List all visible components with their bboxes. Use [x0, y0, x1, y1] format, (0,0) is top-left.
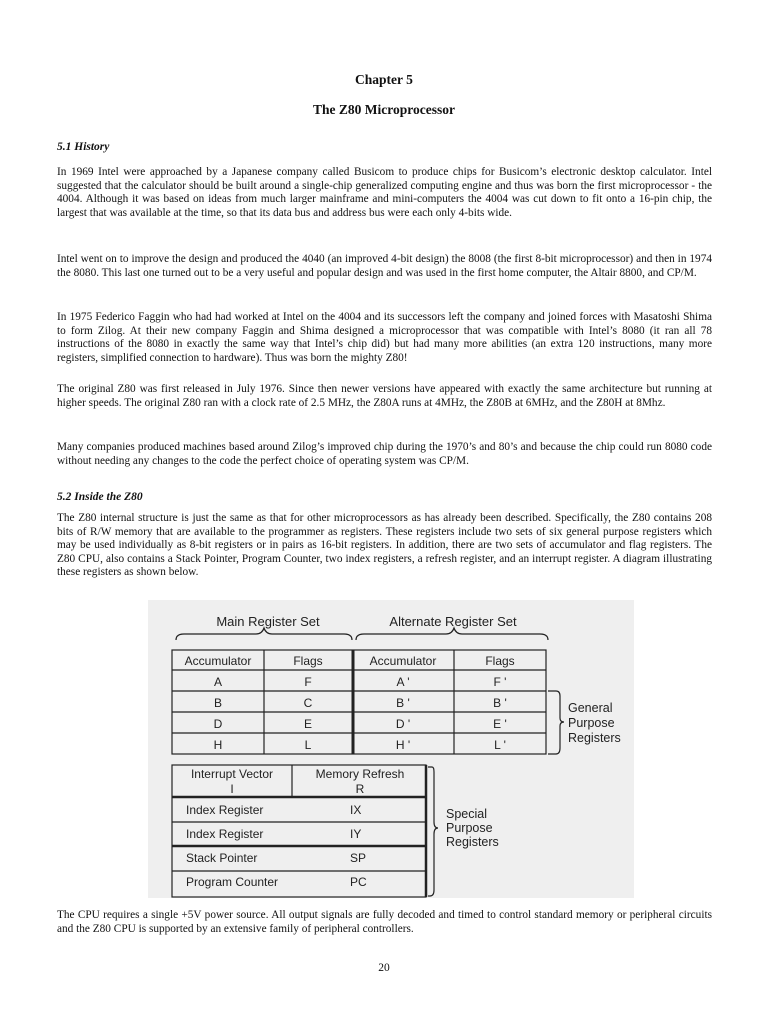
register-cell: H — [213, 738, 223, 752]
register-cell: H ' — [395, 738, 411, 752]
register-cell: B ' — [396, 696, 410, 710]
header-cell: Accumulator — [369, 654, 437, 668]
memory-refresh-register: R — [355, 782, 365, 796]
register-cell: D — [213, 717, 223, 731]
chapter-title: The Z80 Microprocessor — [313, 102, 455, 117]
register-cell: F ' — [493, 675, 507, 689]
special-register-name: Stack Pointer — [186, 851, 258, 865]
register-cell: E ' — [493, 717, 507, 731]
paragraph: The Z80 internal structure is just the same as that for other microprocessors as has already been described. Specifically, the Z80 contains 208 bits of R/W memory that are available to the programmer as registers. These registers include two sets of six general purpose registers which may be used individually as 8-bit registers or in pairs as 16-bit registers. In addition, there are two sets of accumulator and flag registers. The Z80 CPU, also contains a Stack Pointer, Program Counter, two index registers, a refresh register, and an interrupt register. A diagram illustrating these registers as shown below. — [57, 512, 712, 579]
paragraph: Many companies produced machines based around Zilog’s improved chip during the 1970’s and 80’s and because the chip could run 8080 code without needing any changes to the code the perfect choice of operating system was CP/M. — [57, 441, 712, 467]
register-cell: D ' — [395, 717, 411, 731]
register-cell: L — [304, 738, 312, 752]
general-purpose-bracket — [548, 691, 564, 754]
special-register-name: Index Register — [186, 803, 264, 817]
register-cell: C — [303, 696, 313, 710]
header-cell: Flags — [485, 654, 515, 668]
general-purpose-label: General — [568, 701, 613, 715]
register-diagram-svg — [148, 600, 634, 898]
special-register-code: SP — [350, 851, 367, 865]
paragraph: In 1969 Intel were approached by a Japanese company called Busicom to produce chips for Busicom’s electronic desktop calculator. Intel suggested that the calculator should be built around a single-chip generalized computing engine and thus was born the first microprocessor - the 4004. Although it was based on ideas from much larger mainframe and mini-computers the 4004 was cut down to fit onto a 16-pin chip, the largest that was available at the time, so that its data bus and address bus were each only 4-bits wide. — [57, 166, 712, 219]
interrupt-vector-register: I — [230, 782, 234, 796]
special-register-code: PC — [350, 875, 367, 889]
general-purpose-label: Purpose — [568, 716, 615, 730]
special-register-code: IY — [350, 827, 362, 841]
general-purpose-label: Registers — [568, 731, 621, 745]
register-cell: A — [213, 675, 223, 689]
memory-refresh-title: Memory Refresh — [315, 767, 405, 781]
register-diagram — [148, 600, 634, 898]
chapter-label: Chapter 5 — [355, 72, 413, 87]
special-purpose-bracket — [428, 767, 438, 896]
header-cell: Flags — [293, 654, 323, 668]
register-cell: B — [213, 696, 223, 710]
main-set-label: Main Register Set — [216, 614, 320, 629]
register-cell: B ' — [493, 696, 507, 710]
special-purpose-label: Special — [446, 807, 487, 821]
register-cell: A ' — [396, 675, 410, 689]
paragraph: Intel went on to improve the design and produced the 4040 (an improved 4-bit design) the 8008 (the first 8-bit microprocessor) and then in 1974 the 8080. This last one turned out to be a very useful and popular design and was used in the first home computer, the Altair 8800, and CP/M. — [57, 253, 712, 279]
alt-set-label: Alternate Register Set — [389, 614, 517, 629]
register-cell: F — [304, 675, 312, 689]
special-register-name: Index Register — [186, 827, 264, 841]
paragraph: The original Z80 was first released in July 1976. Since then newer versions have appeared with exactly the same architecture but running at higher speeds. The original Z80 ran with a clock rate of 2.5 MHz, the Z80A runs at 4MHz, the Z80B at 6MHz, and the Z80H at 8Mhz. — [57, 383, 712, 409]
special-purpose-label: Purpose — [446, 821, 493, 835]
register-cell: E — [303, 717, 313, 731]
special-register-name: Program Counter — [186, 875, 279, 889]
section-heading-history: 5.1 History — [57, 141, 110, 153]
register-cell: L ' — [494, 738, 506, 752]
alt-set-brace — [356, 628, 548, 640]
page-number: 20 — [378, 962, 390, 974]
paragraph: In 1975 Federico Faggin who had had worked at Intel on the 4004 and its successors left the company and joined forces with Masatoshi Shima to form Zilog. At their new company Faggin and Shima designed a microprocessor that was compatible with Intel’s 8080 (it ran all 78 instructions of the 8080 in exactly the same way that Intel’s chip did) but had many more abilities (an extra 120 instructions, many more registers, simplified connection to hardware). Thus was born the mighty Z80! — [57, 311, 712, 364]
special-register-code: IX — [350, 803, 362, 817]
closing-paragraph: The CPU requires a single +5V power source. All output signals are fully decoded and timed to control standard memory or peripheral circuits and the Z80 CPU is supported by an extensive family of peripheral controllers. — [57, 909, 712, 935]
header-cell: Accumulator — [184, 654, 252, 668]
main-set-brace — [176, 628, 352, 640]
section-heading-inside-z80: 5.2 Inside the Z80 — [57, 491, 143, 503]
special-purpose-label: Registers — [446, 835, 499, 849]
interrupt-vector-title: Interrupt Vector — [190, 767, 274, 781]
